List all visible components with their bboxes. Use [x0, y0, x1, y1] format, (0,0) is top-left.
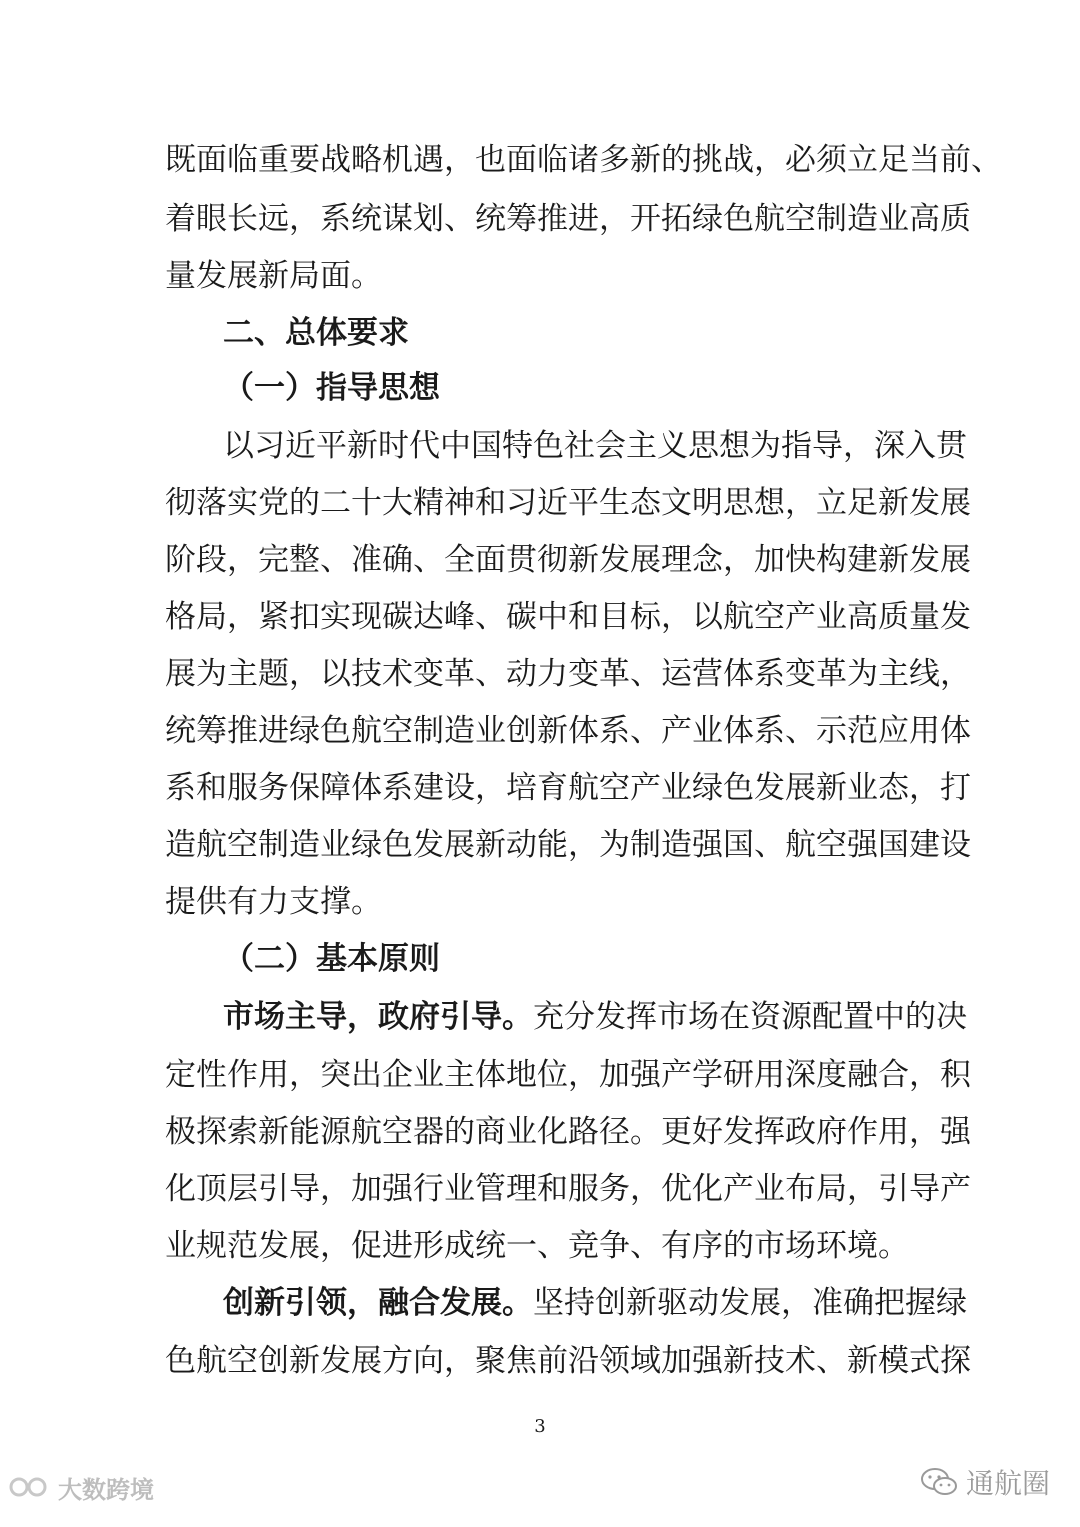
body-line: 统筹推进绿色航空制造业创新体系、产业体系、示范应用体	[165, 713, 971, 749]
body-line: 既面临重要战略机遇，也面临诸多新的挑战，必须立足当前、	[165, 142, 1002, 178]
principle-text: 充分发挥市场在资源配置中的决	[533, 999, 967, 1035]
principle-line	[223, 997, 967, 1037]
body-line: 化顶层引导，加强行业管理和服务，优化产业布局，引导产	[165, 1171, 971, 1207]
body-line: 阶段，完整、准确、全面贯彻新发展理念，加快构建新发展	[165, 542, 971, 578]
section-heading: 二、总体要求	[223, 315, 409, 351]
subsection-heading: （二）基本原则	[223, 941, 440, 977]
body-line: 业规范发展，促进形成统一、竞争、有序的市场环境。	[165, 1228, 909, 1264]
watermark-right	[920, 1460, 1050, 1504]
principle-title: 创新引领，融合发展。	[223, 1285, 533, 1321]
principle-text: 坚持创新驱动发展，准确把握绿	[533, 1285, 967, 1321]
body-line: 着眼长远，系统谋划、统筹推进，开拓绿色航空制造业高质	[165, 201, 971, 237]
logo-icon	[8, 1476, 52, 1498]
body-line: 造航空制造业绿色发展新动能，为制造强国、航空强国建设	[165, 827, 971, 863]
body-line: 极探索新能源航空器的商业化路径。更好发挥政府作用，强	[165, 1114, 971, 1150]
body-line: 色航空创新发展方向，聚焦前沿领域加强新技术、新模式探	[165, 1343, 971, 1379]
principle-title: 市场主导，政府引导。	[223, 999, 533, 1035]
page-number: 3	[534, 1416, 546, 1437]
body-line: 以习近平新时代中国特色社会主义思想为指导，深入贯	[223, 428, 967, 464]
watermark-left	[8, 1467, 154, 1507]
subsection-heading: （一）指导思想	[223, 370, 440, 406]
body-line: 定性作用，突出企业主体地位，加强产学研用深度融合，积	[165, 1057, 971, 1093]
watermark-right-text: 通航圈	[965, 1467, 1050, 1500]
principle-line	[223, 1283, 967, 1323]
body-line: 提供有力支撑。	[165, 884, 382, 920]
body-line: 展为主题，以技术变革、动力变革、运营体系变革为主线，	[165, 656, 971, 692]
body-line: 彻落实党的二十大精神和习近平生态文明思想，立足新发展	[165, 485, 971, 521]
body-line: 系和服务保障体系建设，培育航空产业绿色发展新业态，打	[165, 770, 971, 806]
watermark-left-text: 大数跨境	[58, 1475, 154, 1504]
body-line: 量发展新局面。	[165, 258, 382, 294]
wechat-icon	[920, 1466, 958, 1498]
body-line: 格局，紧扣实现碳达峰、碳中和目标，以航空产业高质量发	[165, 599, 971, 635]
